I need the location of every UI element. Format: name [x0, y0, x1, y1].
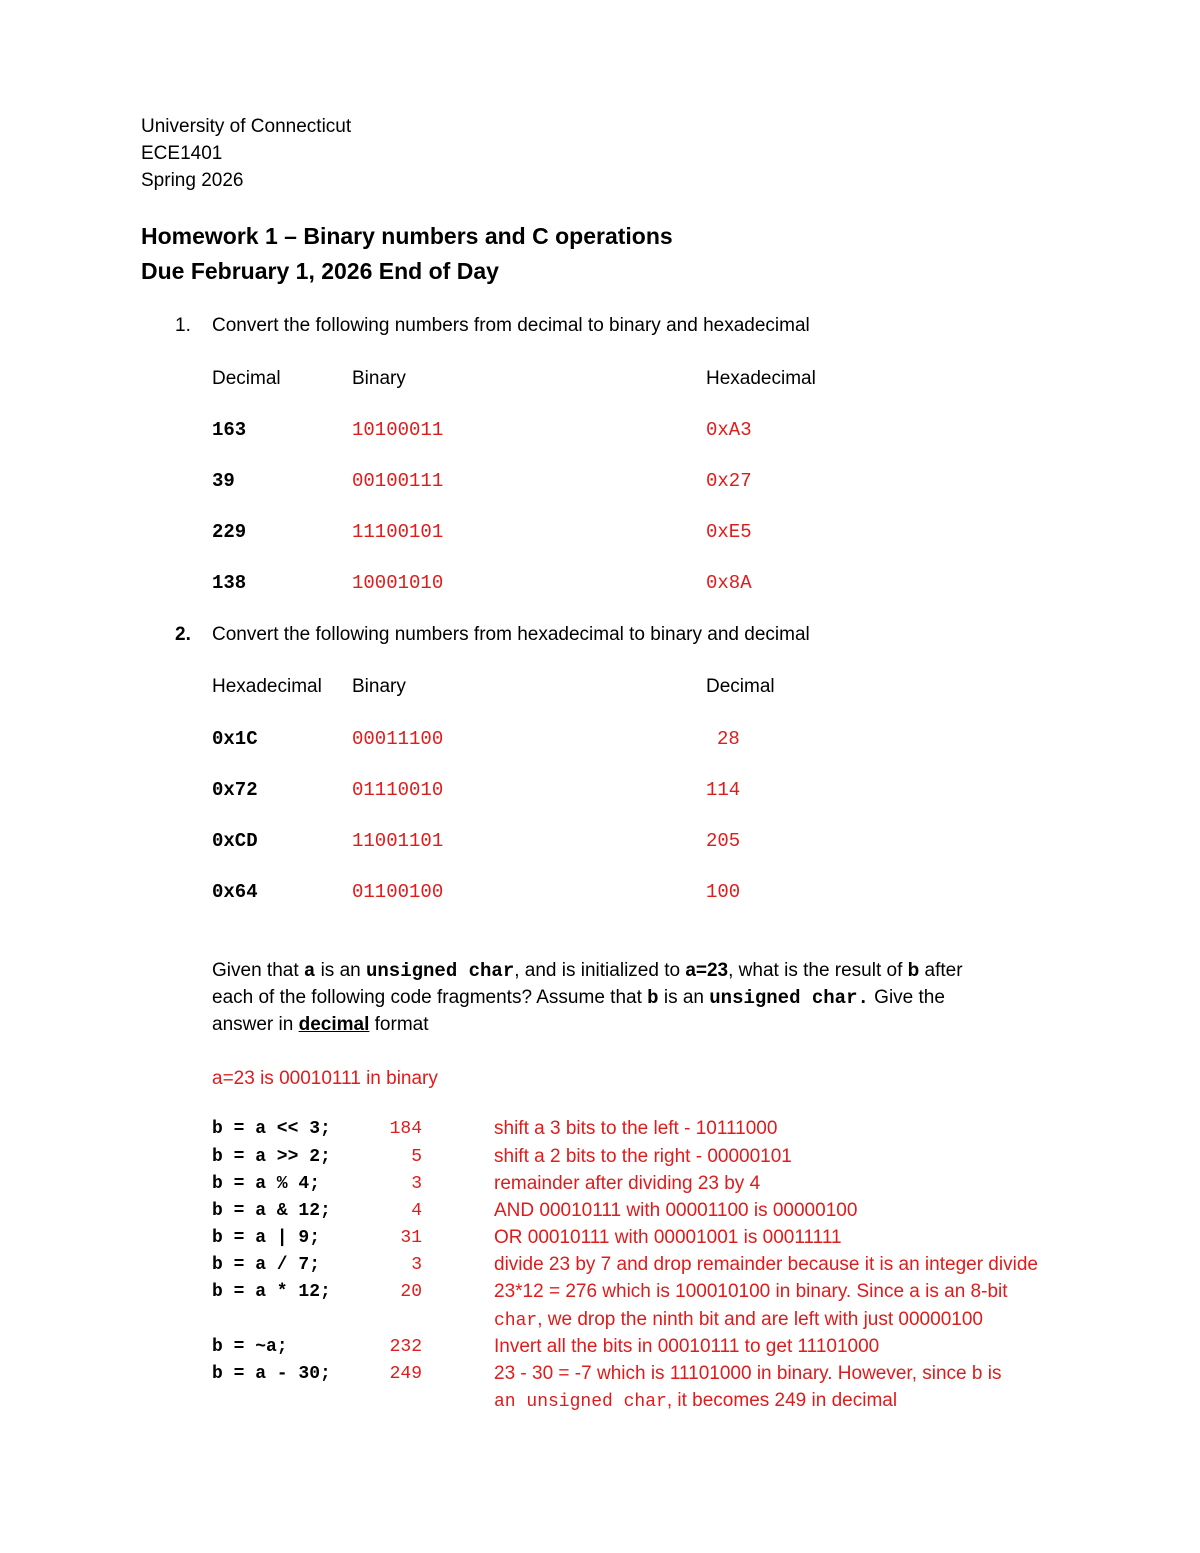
q1-header-hexadecimal: Hexadecimal — [706, 368, 816, 389]
code-fragment: b = ~a; — [212, 1337, 288, 1357]
result-value: 3 — [411, 1174, 422, 1194]
term: Spring 2026 — [141, 170, 244, 191]
q1-binary: 11100101 — [352, 521, 444, 543]
code-fragment: b = a - 30; — [212, 1364, 331, 1384]
explanation: shift a 3 bits to the left - 10111000 — [494, 1118, 778, 1139]
q2-decimal: 205 — [706, 830, 741, 852]
q2-binary: 01100100 — [352, 881, 444, 903]
result-value: 4 — [411, 1201, 422, 1221]
code-fragment: b = a / 7; — [212, 1255, 321, 1275]
q2-given: 0x64 — [212, 881, 258, 903]
explanation: 23*12 = 276 which is 100010100 in binary. Since a is an 8-bit — [494, 1281, 1008, 1302]
explanation: OR 00010111 with 00001001 is 00011111 — [494, 1227, 842, 1248]
q2-binary: 00011100 — [352, 728, 444, 750]
question-3-prompt-line-3: answer in decimal format — [212, 1014, 429, 1035]
q1-given: 163 — [212, 419, 247, 441]
question-1-prompt: Convert the following numbers from decimal to binary and hexadecimal — [212, 315, 810, 336]
result-value: 3 — [411, 1255, 422, 1275]
question-2-prompt: Convert the following numbers from hexadecimal to binary and decimal — [212, 624, 810, 645]
result-value: 5 — [411, 1147, 422, 1167]
university-name: University of Connecticut — [141, 116, 352, 137]
binary-note: a=23 is 00010111 in binary — [212, 1068, 438, 1089]
code-fragment: b = a * 12; — [212, 1282, 331, 1302]
question-3-prompt-line-1: Given that a is an unsigned char, and is initialized to a=23, what is the result of b after — [212, 960, 963, 982]
explanation: Invert all the bits in 00010111 to get 11101000 — [494, 1336, 880, 1357]
q2-header-decimal: Decimal — [706, 676, 775, 697]
page-title: Homework 1 – Binary numbers and C operations — [141, 223, 673, 249]
result-value: 31 — [400, 1228, 422, 1248]
code-fragment: b = a % 4; — [212, 1174, 321, 1194]
q1-binary: 10001010 — [352, 572, 444, 594]
q1-header-decimal: Decimal — [212, 368, 281, 389]
code-fragment: b = a << 3; — [212, 1119, 331, 1139]
explanation: shift a 2 bits to the right - 00000101 — [494, 1146, 792, 1167]
q2-given: 0xCD — [212, 830, 258, 852]
due-date: Due February 1, 2026 End of Day — [141, 258, 499, 284]
explanation: 23 - 30 = -7 which is 11101000 in binary. However, since b is — [494, 1363, 1002, 1384]
q2-binary: 11001101 — [352, 830, 444, 852]
q1-hex: 0x8A — [706, 572, 752, 594]
q1-given: 39 — [212, 470, 235, 492]
course-code: ECE1401 — [141, 143, 223, 164]
q2-binary: 01110010 — [352, 779, 444, 801]
q1-header-binary: Binary — [352, 368, 406, 389]
code-fragment: b = a | 9; — [212, 1228, 321, 1248]
q1-hex: 0xA3 — [706, 419, 752, 441]
explanation-continued: char, we drop the ninth bit and are left with just 00000100 — [494, 1309, 983, 1331]
result-value: 249 — [389, 1364, 422, 1384]
result-value: 184 — [389, 1119, 422, 1139]
q1-binary: 10100011 — [352, 419, 444, 441]
code-fragment: b = a & 12; — [212, 1201, 331, 1221]
code-fragment: b = a >> 2; — [212, 1147, 331, 1167]
q2-given: 0x1C — [212, 728, 258, 750]
explanation: AND 00010111 with 00001100 is 00000100 — [494, 1200, 858, 1221]
q2-given: 0x72 — [212, 779, 258, 801]
explanation: divide 23 by 7 and drop remainder because it is an integer divide — [494, 1254, 1038, 1275]
question-1-number: 1. — [175, 315, 191, 336]
q1-given: 138 — [212, 572, 247, 594]
q1-hex: 0x27 — [706, 470, 752, 492]
q2-decimal: 28 — [717, 728, 740, 750]
q2-decimal: 114 — [706, 779, 741, 801]
explanation: remainder after dividing 23 by 4 — [494, 1173, 761, 1194]
q2-decimal: 100 — [706, 881, 741, 903]
result-value: 232 — [389, 1337, 422, 1357]
question-3-prompt-line-2: each of the following code fragments? Assume that b is an unsigned char. Give the — [212, 987, 945, 1009]
q2-header-binary: Binary — [352, 676, 406, 697]
q2-header-hexadecimal: Hexadecimal — [212, 676, 322, 697]
q1-hex: 0xE5 — [706, 521, 752, 543]
q1-binary: 00100111 — [352, 470, 444, 492]
explanation-continued: an unsigned char, it becomes 249 in decimal — [494, 1390, 898, 1412]
result-value: 20 — [400, 1282, 422, 1302]
q1-given: 229 — [212, 521, 247, 543]
question-2-number: 2. — [175, 624, 191, 645]
